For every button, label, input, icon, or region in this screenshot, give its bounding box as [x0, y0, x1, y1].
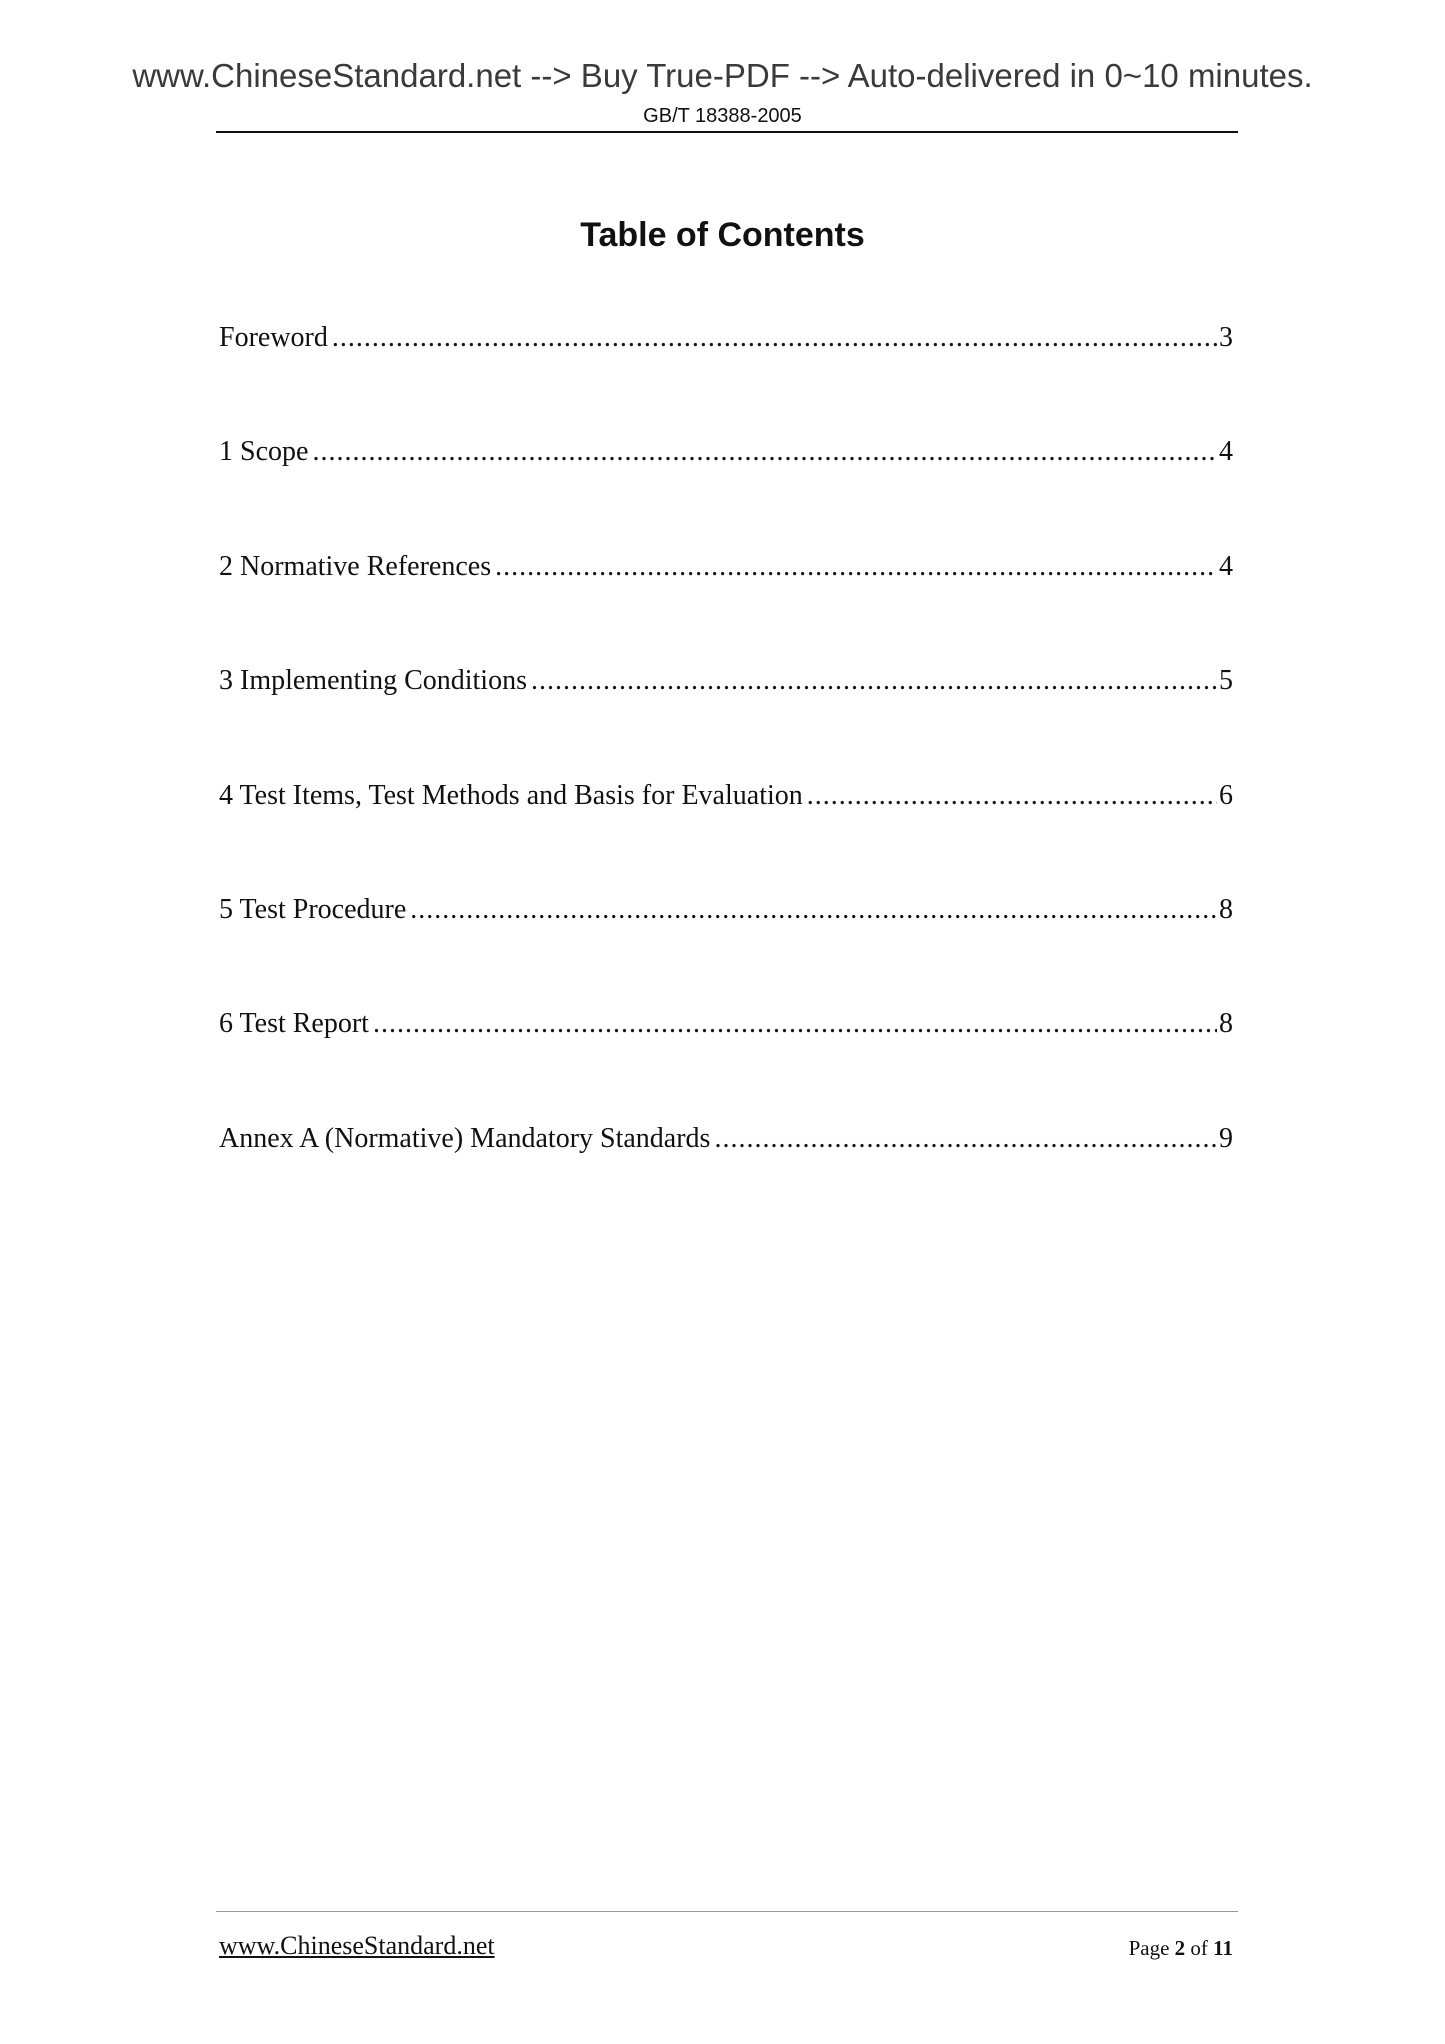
- page-title: Table of Contents: [580, 215, 865, 254]
- toc-entry-test-report[interactable]: [219, 1002, 1233, 1116]
- toc-entry-normative-references[interactable]: [219, 545, 1233, 659]
- toc-entry-page: 6: [1219, 779, 1233, 811]
- toc-entry-label: Foreword: [219, 322, 328, 353]
- toc-dot-leader: [332, 316, 1217, 360]
- toc-dot-leader: [807, 774, 1217, 818]
- toc-entry-label: 6 Test Report: [219, 1008, 369, 1040]
- toc-entry-label: 3 Implementing Conditions: [219, 665, 527, 697]
- toc-entry-page: 8: [1219, 893, 1233, 925]
- toc-dot-leader: [714, 1117, 1217, 1161]
- toc-dot-leader: [495, 545, 1217, 589]
- footer-website-link[interactable]: www.ChineseStandard.net: [219, 1931, 495, 1960]
- toc-entry-label: 1 Scope: [219, 436, 309, 468]
- toc-entry-test-items[interactable]: [219, 774, 1233, 888]
- standard-code: GB/T 18388-2005: [643, 105, 802, 127]
- toc-dot-leader: [410, 888, 1217, 932]
- toc-entry-label: 5 Test Procedure: [219, 893, 407, 925]
- header-banner-link[interactable]: www.ChineseStandard.net --> Buy True-PDF --> Auto-delivered in 0~10 minutes.: [132, 57, 1313, 94]
- header-divider: [216, 131, 1238, 133]
- toc-entry-page: 3: [1219, 322, 1233, 353]
- toc-dot-leader: [373, 1002, 1217, 1046]
- toc-dot-leader: [531, 659, 1217, 703]
- page-current: 2: [1174, 1936, 1186, 1960]
- toc-entry-page: 4: [1219, 436, 1233, 468]
- toc-entry-foreword[interactable]: [219, 316, 1233, 430]
- toc-entry-test-procedure[interactable]: [219, 888, 1233, 1002]
- toc-entry-label: Annex A (Normative) Mandatory Standards: [219, 1122, 711, 1154]
- toc-entry-page: 8: [1219, 1008, 1233, 1040]
- toc-dot-leader: [312, 430, 1217, 474]
- toc-entry-scope[interactable]: [219, 430, 1233, 544]
- toc-entry-page: 9: [1219, 1122, 1233, 1154]
- toc-entry-annex-a[interactable]: [219, 1117, 1233, 1231]
- page-number: [1129, 1934, 1233, 1962]
- toc-entry-label: 2 Normative References: [219, 550, 492, 582]
- toc-entry-label: 4 Test Items, Test Methods and Basis for Evaluation: [219, 779, 803, 811]
- table-of-contents: [219, 316, 1233, 1231]
- toc-entry-implementing-conditions[interactable]: [219, 659, 1233, 773]
- toc-entry-page: 4: [1219, 550, 1233, 582]
- page-prefix: Page: [1128, 1936, 1170, 1960]
- page-of: of: [1190, 1936, 1208, 1960]
- page-total: 11: [1213, 1936, 1233, 1960]
- footer-divider: [216, 1911, 1238, 1912]
- toc-entry-page: 5: [1219, 665, 1233, 697]
